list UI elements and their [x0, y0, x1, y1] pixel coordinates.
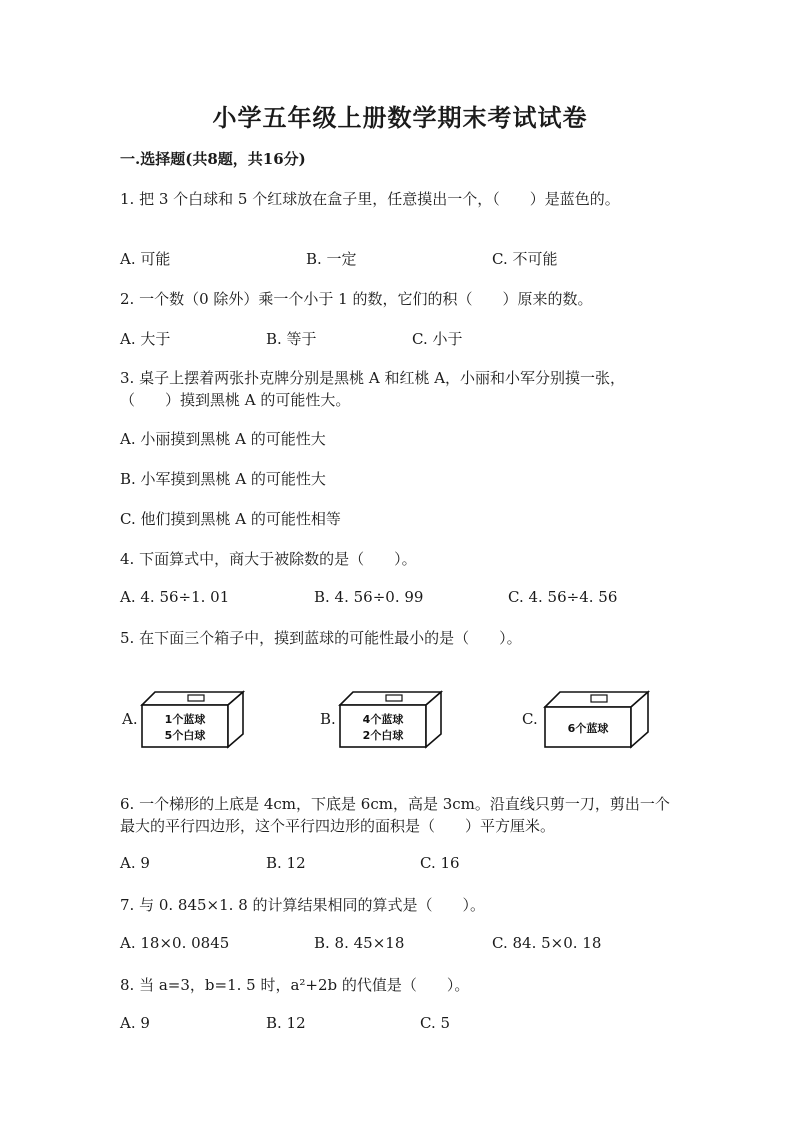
q5-box-a-label: A.	[122, 710, 138, 728]
question-8: 8. 当 a=3，b=1. 5 时，a²+2b 的代值是（ ）。	[120, 976, 470, 994]
q5-box-b-label: B.	[320, 710, 336, 728]
q8-option-a: A. 9	[120, 1014, 150, 1032]
q4-option-c: C. 4. 56÷4. 56	[508, 588, 618, 606]
q4-option-b: B. 4. 56÷0. 99	[314, 588, 424, 606]
box-text-line-1: 6个蓝球	[567, 722, 609, 735]
q5-box-c	[543, 690, 655, 752]
q4-option-a: A. 4. 56÷1. 01	[120, 588, 230, 606]
box-text-line-1: 4个蓝球	[362, 713, 404, 726]
q1-option-b: B. 一定	[306, 250, 357, 268]
question-5: 5. 在下面三个箱子中，摸到蓝球的可能性最小的是（ ）。	[120, 629, 522, 647]
question-4: 4. 下面算式中，商大于被除数的是（ ）。	[120, 550, 417, 568]
box-text-line-2: 2个白球	[362, 729, 404, 742]
box-slot	[591, 695, 607, 702]
box-slot	[188, 695, 204, 701]
q1-option-a: A. 可能	[120, 250, 171, 268]
question-3-line-1: 3. 桌子上摆着两张扑克牌分别是黑桃 A 和红桃 A，小丽和小军分别摸一张，	[120, 369, 626, 387]
q3-option-b: B. 小军摸到黑桃 A 的可能性大	[120, 470, 326, 488]
q2-option-a: A. 大于	[120, 330, 171, 348]
q2-option-c: C. 小于	[412, 330, 463, 348]
q6-option-c: C. 16	[420, 854, 460, 872]
question-2: 2. 一个数（0 除外）乘一个小于 1 的数，它们的积（ ）原来的数。	[120, 290, 593, 308]
q3-option-c: C. 他们摸到黑桃 A 的可能性相等	[120, 510, 341, 528]
box-text-line-2: 5个白球	[164, 729, 206, 742]
box-slot	[386, 695, 402, 701]
q1-option-c: C. 不可能	[492, 250, 558, 268]
q5-box-b	[338, 690, 448, 752]
q8-option-b: B. 12	[266, 1014, 306, 1032]
question-7: 7. 与 0. 845×1. 8 的计算结果相同的算式是（ ）。	[120, 896, 486, 914]
q7-option-a: A. 18×0. 0845	[120, 934, 230, 952]
q6-option-b: B. 12	[266, 854, 306, 872]
question-6-line-1: 6. 一个梯形的上底是 4cm，下底是 6cm，高是 3cm。沿直线只剪一刀，剪出一个	[120, 795, 670, 813]
box-text-line-1: 1个蓝球	[164, 713, 206, 726]
page-title: 小学五年级上册数学期末考试试卷	[212, 103, 588, 132]
q3-option-a: A. 小丽摸到黑桃 A 的可能性大	[120, 430, 326, 448]
question-3-line-2: （ ）摸到黑桃 A 的可能性大。	[120, 391, 351, 409]
q5-box-c-label: C.	[522, 710, 538, 728]
q7-option-c: C. 84. 5×0. 18	[492, 934, 602, 952]
q2-option-b: B. 等于	[266, 330, 317, 348]
question-1: 1. 把 3 个白球和 5 个红球放在盒子里，任意摸出一个，（ ）是蓝色的。	[120, 190, 620, 208]
q8-option-c: C. 5	[420, 1014, 451, 1032]
question-6-line-2: 最大的平行四边形，这个平行四边形的面积是（ ）平方厘米。	[120, 817, 556, 835]
q5-box-a	[140, 690, 250, 752]
section-heading: 一.选择题(共8题，共16分)	[120, 150, 306, 168]
q6-option-a: A. 9	[120, 854, 150, 872]
q7-option-b: B. 8. 45×18	[314, 934, 405, 952]
